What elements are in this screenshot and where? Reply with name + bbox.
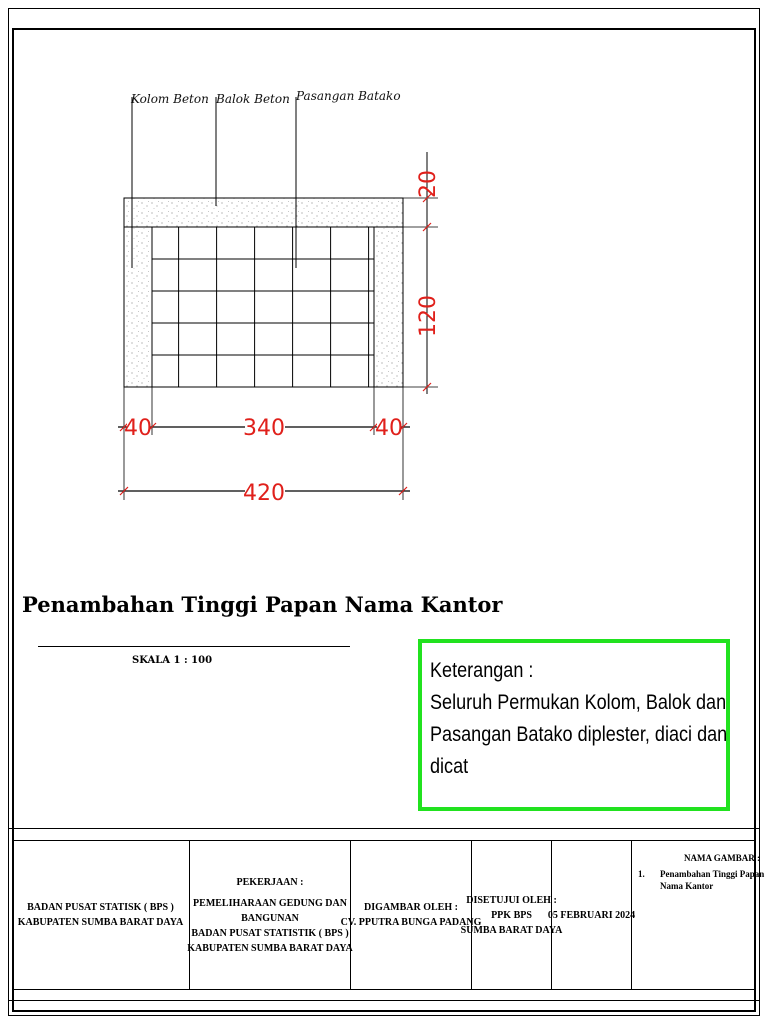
drawn-by: CV. PPUTRA BUNGA PADANG <box>340 917 482 928</box>
project-heading: PEKERJAAN : <box>236 876 304 888</box>
title-block-top-line <box>8 828 760 829</box>
note-line: dicat <box>430 755 469 778</box>
drawing-name-heading: NAMA GAMBAR : <box>684 853 760 863</box>
drawing-title: Penambahan Tinggi Papan Nama Kantor <box>22 592 503 617</box>
approved-line: SUMBA BARAT DAYA <box>460 924 563 936</box>
project-line: PEMELIHARAAN GEDUNG DAN <box>193 897 347 909</box>
drawn-by-heading: DIGAMBAR OLEH : <box>364 902 458 913</box>
pasangan-batako <box>152 227 374 387</box>
approved-cell <box>460 840 563 990</box>
label-balok-beton: Balok Beton <box>216 92 290 106</box>
drawn-by-cell <box>340 840 482 990</box>
balok-beton <box>124 198 403 227</box>
dim-middle: 340 <box>243 416 285 441</box>
dim-total: 420 <box>243 481 285 506</box>
kolom-beton-left <box>124 227 152 387</box>
kolom-beton-right <box>374 227 403 387</box>
owner-line: KABUPATEN SUMBA BARAT DAYA <box>17 917 184 928</box>
label-kolom-beton: Kolom Beton <box>131 92 209 106</box>
project-line: BADAN PUSAT STATISTIK ( BPS ) <box>191 927 349 939</box>
owner-cell <box>12 840 190 990</box>
note-box <box>418 639 730 811</box>
date: 05 FEBRUARI 2024 <box>547 909 636 921</box>
scale-label: SKALA 1 : 100 <box>132 655 213 666</box>
note-line: Pasangan Batako diplester, diaci dan <box>430 723 728 746</box>
note-line: Seluruh Permukan Kolom, Balok dan <box>430 691 727 714</box>
approved-heading: DISETUJUI OLEH : <box>466 894 557 906</box>
date-cell <box>547 840 636 990</box>
approved-line: PPK BPS <box>491 909 532 921</box>
title-underline <box>38 646 350 647</box>
dim-wall-height: 120 <box>416 295 441 337</box>
dim-col-right: 40 <box>375 416 403 441</box>
drawing-name-number: 1. <box>638 869 645 879</box>
drawing-name-cell <box>632 840 765 990</box>
drawing-name-line: Nama Kantor <box>660 881 714 891</box>
dim-col-left: 40 <box>124 416 152 441</box>
note-line: Keterangan : <box>430 659 534 682</box>
project-line: BANGUNAN <box>241 912 299 924</box>
label-pasangan-batako: Pasangan Batako <box>296 89 401 103</box>
owner-line: BADAN PUSAT STATISK ( BPS ) <box>27 902 174 913</box>
dim-top-height: 20 <box>416 170 441 198</box>
masonry-area <box>152 227 374 387</box>
title-block-bottom-line <box>8 1000 760 1001</box>
drawing-name-line: Penambahan Tinggi Papan <box>660 869 765 879</box>
project-line: KABUPATEN SUMBA BARAT DAYA <box>187 942 353 954</box>
project-cell <box>187 840 353 990</box>
